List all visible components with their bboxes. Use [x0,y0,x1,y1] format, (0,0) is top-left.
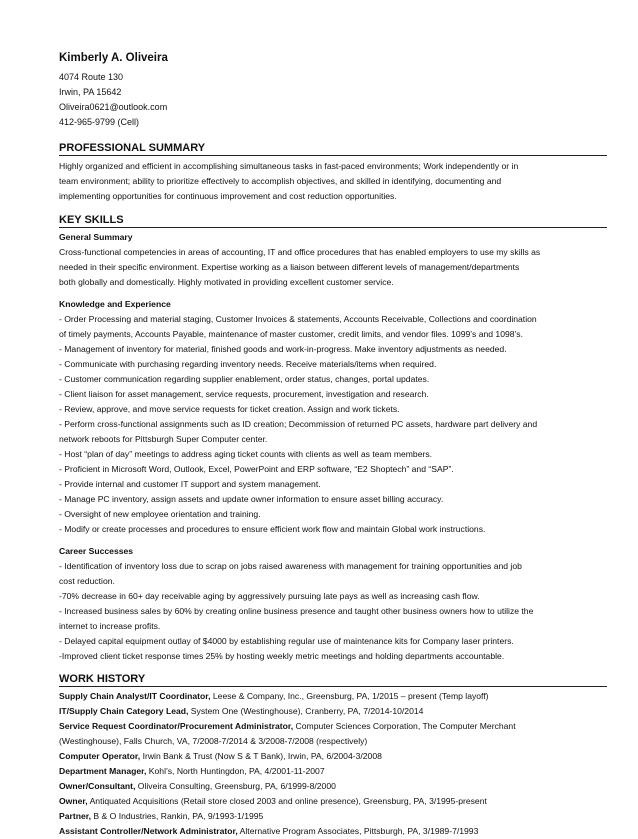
job-details: Antiquated Acquisitions (Retail store closed 2003 and online presence), Greensburg, PA, 3/1995-present [87,796,487,806]
job-details: (Westinghouse), Falls Church, VA, 7/2008-7/2014 & 3/2008-7/2008 (respectively) [59,736,368,746]
job-details: Oliveira Consulting, Greensburg, PA, 6/1999-8/2000 [135,781,336,791]
address-line-2: Irwin, PA 15642 [59,87,122,97]
knowledge-line: - Modify or create processes and procedures to ensure efficient work flow and maintain Global work instructions. [59,524,486,534]
knowledge-line: - Proficient in Microsoft Word, Outlook, Excel, PowerPoint and ERP software, “E2 Shoptech” and “SAP”. [59,464,454,474]
summary-line: team environment; ability to prioritize effectively to accomplish objectives, and skilled in identifying, documenting and [59,176,502,186]
work-history-heading: WORK HISTORY [59,673,607,687]
knowledge-line: - Customer communication regarding supplier enablement, order status, changes, portal updates. [59,374,430,384]
resume-page [59,52,607,839]
job-title: Assistant Controller/Network Administrator, [59,826,238,836]
knowledge-line: - Host “plan of day” meetings to address aging ticket counts with clients as well as team members. [59,449,433,459]
knowledge-line: - Client liaison for asset management, service requests, procurement, investigation and research. [59,389,429,399]
summary-line: implementing opportunities for continuous improvement and cost reduction opportunities. [59,191,397,201]
job-entry [59,824,607,839]
knowledge-line: network reboots for Pittsburgh Super Computer center. [59,434,268,444]
knowledge-line: - Provide internal and customer IT support and system management. [59,479,321,489]
job-entry-continued [59,734,607,749]
candidate-name: Kimberly A. Oliveira [59,52,168,64]
job-entry [59,749,607,764]
job-entry [59,719,607,734]
job-details: Computer Sciences Corporation, The Computer Merchant [293,721,516,731]
knowledge-line: - Order Processing and material staging, Customer Invoices & statements, Accounts Receivable, Collections and coordination [59,314,537,324]
job-entry [59,704,607,719]
job-title: Supply Chain Analyst/IT Coordinator, [59,691,211,701]
general-summary-heading: General Summary [59,232,133,242]
contact-block [59,70,607,130]
knowledge-heading: Knowledge and Experience [59,299,171,309]
knowledge-line: - Review, approve, and move service requests for ticket creation. Assign and work tickets. [59,404,400,414]
career-line: -Improved client ticket response times 25% by hosting weekly metric meetings and holding departments accountable. [59,651,505,661]
career-successes-list [59,559,607,664]
career-line: - Identification of inventory loss due to scrap on jobs raised awareness with management for training opportunities and job [59,561,522,571]
job-title: Owner/Consultant, [59,781,136,791]
job-title: Computer Operator, [59,751,141,761]
summary-heading: PROFESSIONAL SUMMARY [59,142,607,156]
job-entry [59,689,607,704]
email-address: Oliveira0621@outlook.com [59,102,168,112]
job-details: Leese & Company, Inc., Greensburg, PA, 1/2015 – present (Temp layoff) [210,691,489,701]
job-details: Alternative Program Associates, Pittsburgh, PA, 3/1989-7/1993 [237,826,479,836]
knowledge-line: - Communicate with purchasing regarding inventory needs. Receive materials/items when required. [59,359,437,369]
job-entry [59,764,607,779]
key-skills-heading: KEY SKILLS [59,214,607,228]
knowledge-list [59,312,607,537]
address-line-1: 4074 Route 130 [59,72,124,82]
career-line: - Delayed capital equipment outlay of $4000 by establishing regular use of maintenance kits for Company laser printers. [59,636,514,646]
knowledge-line: - Oversight of new employee orientation and training. [59,509,261,519]
general-line: both globally and domestically. Highly motivated in providing excellent customer service. [59,277,394,287]
job-entry [59,779,607,794]
knowledge-line: - Management of inventory for material, finished goods and work-in-progress. Make inventory adjustments as needed. [59,344,507,354]
summary-text [59,159,607,204]
job-title: Department Manager, [59,766,147,776]
job-details: B & O Industries, Rankin, PA, 9/1993-1/1995 [91,811,264,821]
knowledge-line: of timely payments, Accounts Payable, maintenance of master customer, credit limits, and vendor files. 1099’s and 1098’s. [59,329,523,339]
job-entry [59,794,607,809]
work-history-list [59,689,607,839]
career-line: - Increased business sales by 60% by creating online business presence and taught other business owners how to utilize the [59,606,534,616]
general-line: needed in their specific environment. Expertise working as a liaison between different levels of management/departments [59,262,520,272]
general-line: Cross-functional competencies in areas of accounting, IT and office procedures that has enabled employers to use my skills as [59,247,541,257]
knowledge-line: - Perform cross-functional assignments such as ID creation; Decommission of returned PC assets, hardware part delivery and [59,419,538,429]
job-title: Partner, [59,811,92,821]
career-successes-heading: Career Successes [59,546,134,556]
job-details: Kohl’s, North Huntingdon, PA, 4/2001-11-2007 [146,766,325,776]
summary-line: Highly organized and efficient in accomplishing simultaneous tasks in fast-paced environments; Work independently or in [59,161,519,171]
career-line: -70% decrease in 60+ day receivable aging by aggressively pursuing late pays as well as increasing cash flow. [59,591,480,601]
job-title: IT/Supply Chain Category Lead, [59,706,189,716]
knowledge-line: - Manage PC inventory, assign assets and update owner information to ensure asset billing accuracy. [59,494,444,504]
job-details: System One (Westinghouse), Cranberry, PA, 7/2014-10/2014 [188,706,424,716]
job-entry [59,809,607,824]
career-line: internet to increase profits. [59,621,161,631]
job-title: Owner, [59,796,88,806]
career-line: cost reduction. [59,576,115,586]
job-details: Irwin Bank & Trust (Now S & T Bank), Irwin, PA, 6/2004-3/2008 [140,751,382,761]
phone-number: 412-965-9799 (Cell) [59,117,140,127]
job-title: Service Request Coordinator/Procurement Administrator, [59,721,294,731]
general-summary-text [59,245,607,290]
